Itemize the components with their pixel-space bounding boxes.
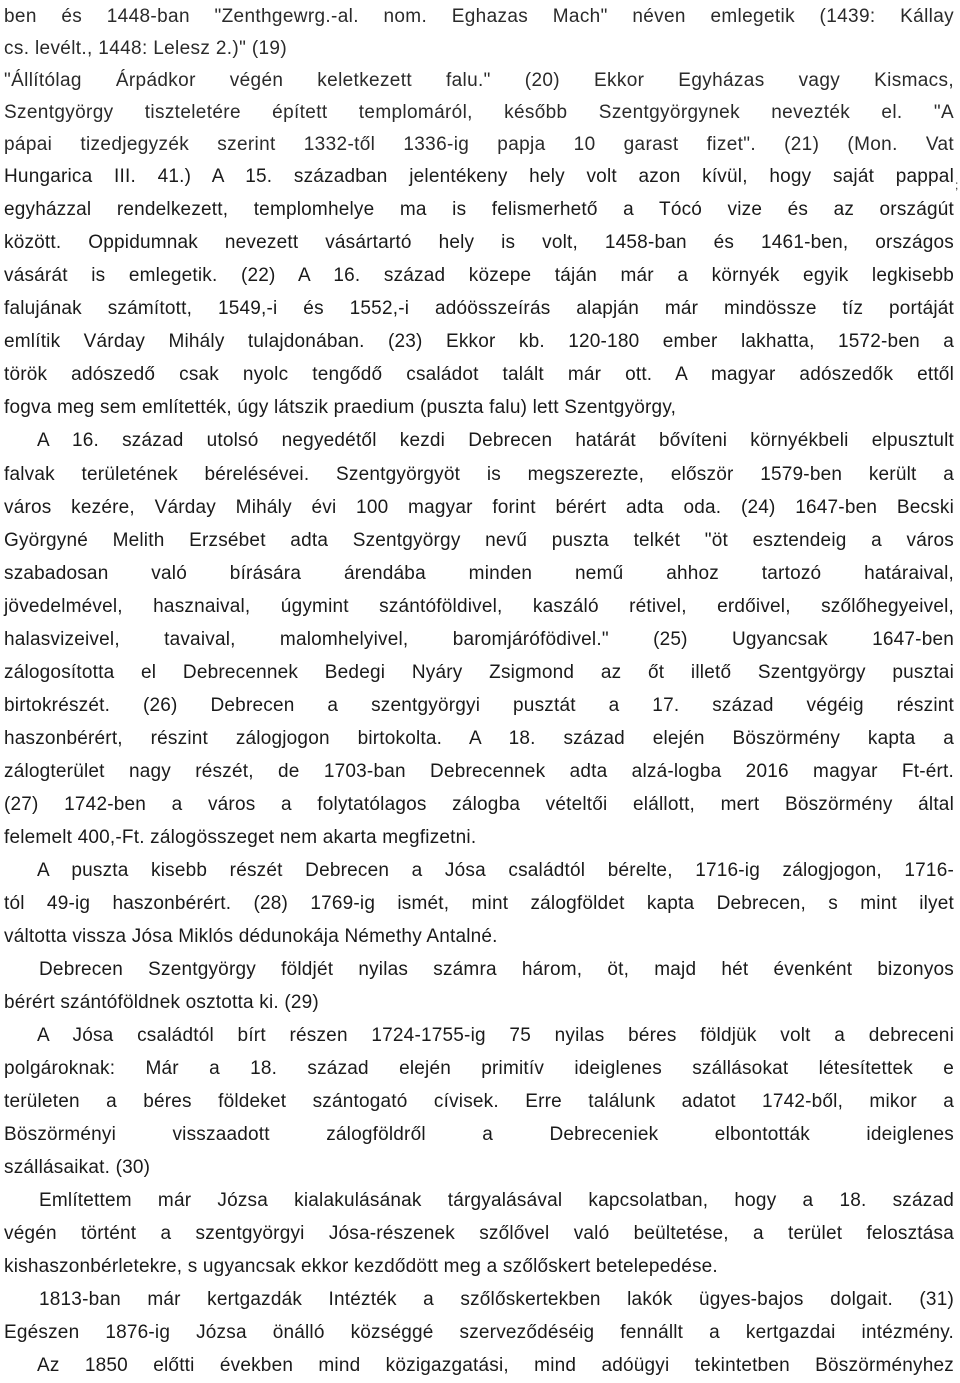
text-line: Említettem már Józsa kialakulásának tárgyalásával kapcsolatban, hogy a 18. század bbox=[39, 1190, 954, 1211]
text-line: említik Várday Mihály tulajdonában. (23) Ekkor kb. 120-180 ember lakhatta, 1572-ben a bbox=[4, 331, 954, 352]
text-line: tól 49-ig haszonbérért. (28) 1769-ig ismét, mint zálogföldet kapta Debrecen, s mint ilyet bbox=[4, 893, 954, 914]
text-line: felemelt 400,-Ft. zálogösszeget nem akarta megfizetni. bbox=[4, 827, 477, 848]
text-line: kishaszonbérletekre, s ugyancsak ekkor kezdődött meg a szőlőskert betelepedése. bbox=[4, 1256, 718, 1277]
text-line: (27) 1742-ben a város a folytatólagos zálogba vételtői elállott, mert Böszörmény által bbox=[4, 794, 954, 815]
text-line: A 16. század utolsó negyedétől kezdi Debrecen határát bővíteni környékbeli elpusztult bbox=[37, 430, 954, 451]
text-line: Az 1850 előtti években mind közigazgatási, mind adóügyi tekintetben Böszörményhez bbox=[37, 1355, 954, 1376]
text-line: város kezére, Várday Mihály évi 100 magyar forint bérért adta oda. (24) 1647-ben Becski bbox=[4, 497, 954, 518]
text-line: Szentgyörgy tiszteletére épített templomáról, később Szentgyörgynek nevezték el. "A bbox=[4, 102, 954, 123]
text-line: Györgyné Melith Erzsébet adta Szentgyörgy nevű puszta telkét "öt esztendeig a város bbox=[4, 530, 954, 551]
text-line: szállásaikat. (30) bbox=[4, 1157, 151, 1178]
text-line: Debrecen Szentgyörgy földjét nyilas számra három, öt, majd hét évenként bizonyos bbox=[39, 959, 954, 980]
text-line: cs. levélt., 1448: Lelesz 2.)" (19) bbox=[4, 38, 288, 59]
text-line: A puszta kisebb részét Debrecen a Jósa családtól bérelte, 1716-ig zálogjogon, 1716- bbox=[37, 860, 954, 881]
margin-mark: ; bbox=[955, 178, 959, 192]
text-line: A Jósa családtól bírt részen 1724-1755-ig 75 nyilas béres földjük volt a debreceni bbox=[37, 1025, 954, 1046]
text-line: polgároknak: Már a 18. század elején primitív ideiglenes szállásokat létesítettek e bbox=[4, 1058, 954, 1079]
text-line: területen a béres földeket szántogató cívisek. Erre találunk adatot 1742-ből, mikor a bbox=[4, 1091, 954, 1112]
text-line: fogva meg sem említették, úgy látszik praedium (puszta falu) lett Szentgyörgy, bbox=[4, 397, 677, 418]
text-line: haszonbérért, részint zálogjogon birtokolta. A 18. század elején Böszörmény kapta a bbox=[4, 728, 954, 749]
text-line: zálogterület nagy részét, de 1703-ban Debrecennek adta alzá-logba 2016 magyar Ft-ért. bbox=[4, 761, 954, 782]
text-line: végén történt a szentgyörgyi Jósa-részenek szőlővel való beültetése, a terület felosztása bbox=[4, 1223, 954, 1244]
text-line: ben és 1448-ban "Zenthgewrg.-al. nom. Eghazas Mach" néven emlegetik (1439: Kállay bbox=[4, 6, 954, 27]
text-line: Böszörményi visszaadott zálogföldről a Debreceniek elbontották ideiglenes bbox=[4, 1124, 954, 1145]
text-line: török adószedő csak nyolc tengődő családot talált már ott. A magyar adószedők ettől bbox=[4, 364, 954, 385]
text-line: váltotta vissza Jósa Miklós dédunokája Némethy Antalné. bbox=[4, 926, 498, 947]
text-line: között. Oppidumnak nevezett vásártartó hely is volt, 1458-ban és 1461-ben, országos bbox=[4, 232, 954, 253]
text-line: "Állítólag Árpádkor végén keletkezett falu." (20) Ekkor Egyházas vagy Kismacs, bbox=[4, 70, 954, 91]
text-line: pápai tizedjegyzék szerint 1332-től 1336-ig papja 10 garast fizet". (21) (Mon. Vat bbox=[4, 134, 954, 155]
text-line: falujának számított, 1549,-i és 1552,-i adóösszeírás alapján már mindössze tíz portáját bbox=[4, 298, 954, 319]
text-line: halasvizeivel, tavaival, malomhelyivel, baromjárófödivel." (25) Ugyancsak 1647-ben bbox=[4, 629, 954, 650]
text-line: 1813-ban már kertgazdák Intézték a szőlőskertekben lakók ügyes-bajos dolgait. (31) bbox=[39, 1289, 954, 1310]
text-line: jövedelmével, hasznaival, úgymint szántóföldivel, kaszáló rétivel, erdőivel, szőlőhegyeivel, bbox=[4, 596, 954, 617]
text-line: Hungarica III. 41.) A 15. században jelentékeny hely volt azon kívül, hogy saját pappal bbox=[4, 166, 954, 187]
text-line: birtokrészét. (26) Debrecen a szentgyörgyi pusztát a 17. század végéig részint bbox=[4, 695, 954, 716]
text-line: falvak területének bérelésévei. Szentgyörgyöt is megszerezte, először 1579-ben került a bbox=[4, 464, 954, 485]
text-line: egyházzal rendelkezett, templomhelye ma is felismerhető a Tócó vize és az országút bbox=[4, 199, 954, 220]
text-line: vásárát is emlegetik. (22) A 16. század közepe táján már a környék egyik legkisebb bbox=[4, 265, 954, 286]
text-line: zálogosította el Debrecennek Bedegi Nyáry Zsigmond az őt illető Szentgyörgy pusztai bbox=[4, 662, 954, 683]
text-line: szabadosan való bírására árendába minden nemű ahhoz tartozó határaival, bbox=[4, 563, 954, 584]
text-line: Egészen 1876-ig Józsa önálló községgé szerveződéséig fennállt a kertgazdai intézmény. bbox=[4, 1322, 954, 1343]
text-line: bérért szántóföldnek osztotta ki. (29) bbox=[4, 992, 319, 1013]
